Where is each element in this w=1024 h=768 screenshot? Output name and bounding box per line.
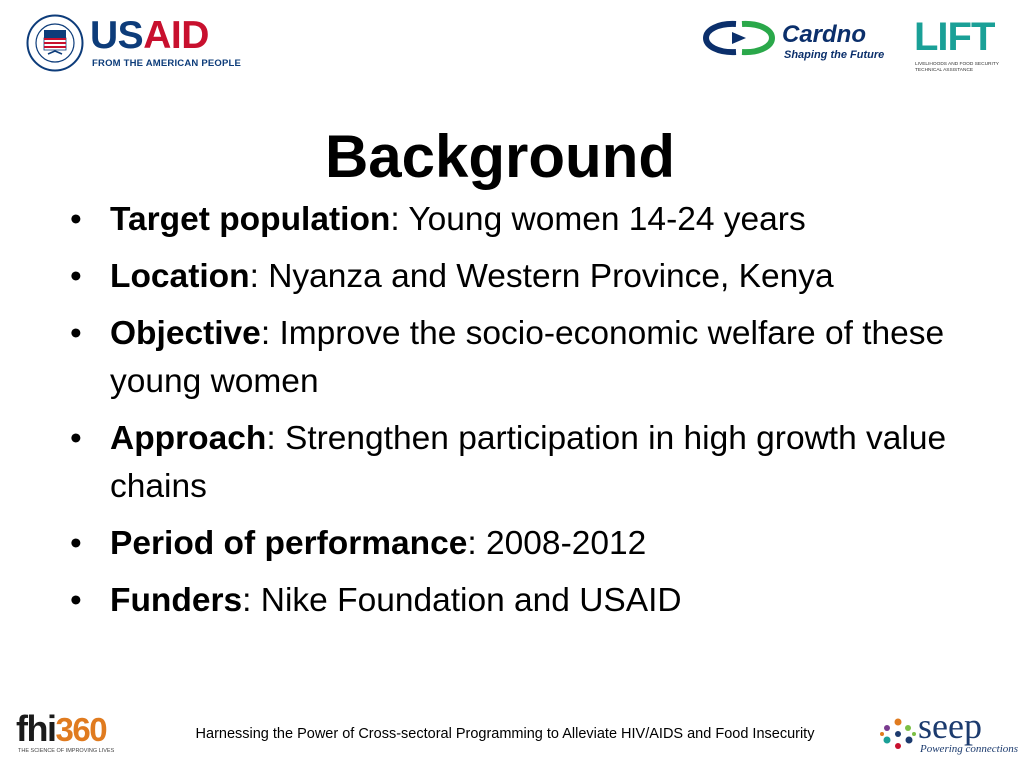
bullet-item: • Location: Nyanza and Western Province, Kenya	[70, 253, 1000, 301]
bullet-text: Improve the socio-economic welfare of these young women	[110, 315, 945, 400]
bullet-text: Nyanza and Western Province, Kenya	[258, 258, 834, 295]
bullet-key: Funders	[110, 582, 243, 619]
cardno-logo	[702, 18, 894, 68]
bullet-list	[70, 196, 1000, 634]
footer-caption: Harnessing the Power of Cross-sectoral Programming to Alleviate HIV/AIDS and Food Insecurity	[195, 726, 815, 742]
seep-wordmark: seep	[918, 706, 982, 746]
bullet-item: • Period of performance: 2008-2012	[70, 520, 1000, 568]
bullet-dot: •	[70, 315, 82, 352]
bullet-item: • Target population: Young women 14-24 years	[70, 196, 1000, 244]
cardno-swoosh-icon	[702, 20, 776, 56]
bullet-text: 2008-2012	[476, 525, 647, 562]
usaid-tagline: FROM THE AMERICAN PEOPLE	[92, 58, 242, 69]
seep-dots-icon	[878, 714, 918, 754]
bullet-text: Nike Foundation and USAID	[251, 582, 682, 619]
cardno-wordmark: Cardno	[782, 21, 866, 48]
bullet-dot: •	[70, 582, 82, 619]
fhi360-wordmark: fhi360	[16, 708, 107, 749]
usaid-seal-icon	[26, 14, 84, 72]
slide-title: Background	[324, 123, 676, 190]
lift-wordmark: LIFT	[914, 15, 995, 59]
bullet-key: Target population	[110, 201, 391, 238]
bullet-key: Approach	[110, 420, 267, 457]
bullet-dot: •	[70, 201, 82, 238]
bullet-item: • Objective: Improve the socio-economic welfare of these young women	[70, 310, 1000, 406]
seep-logo	[878, 706, 1019, 758]
usaid-logo	[26, 14, 242, 76]
bullet-dot: •	[70, 258, 82, 295]
fhi360-logo	[16, 710, 116, 758]
fhi360-tagline: THE SCIENCE OF IMPROVING LIVES	[18, 748, 115, 754]
bullet-text: Young women 14-24 years	[399, 201, 806, 238]
bullet-item: • Approach: Strengthen participation in high growth value chains	[70, 415, 1000, 511]
bullet-key: Location	[110, 258, 250, 295]
bullet-dot: •	[70, 420, 82, 457]
bullet-text: Strengthen participation in high growth value chains	[110, 420, 947, 505]
cardno-tagline: Shaping the Future	[784, 49, 885, 61]
bullet-item: • Funders: Nike Foundation and USAID	[70, 577, 1000, 625]
bullet-dot: •	[70, 525, 82, 562]
seep-tagline: Powering connections	[920, 743, 1019, 755]
lift-logo	[912, 16, 1006, 78]
usaid-wordmark: USAID	[90, 14, 209, 57]
lift-tagline: LIVELIHOODS AND FOOD SECURITY TECHNICAL ASSISTANCE	[915, 62, 999, 73]
bullet-key: Objective	[110, 315, 261, 352]
bullet-key: Period of performance	[110, 525, 468, 562]
